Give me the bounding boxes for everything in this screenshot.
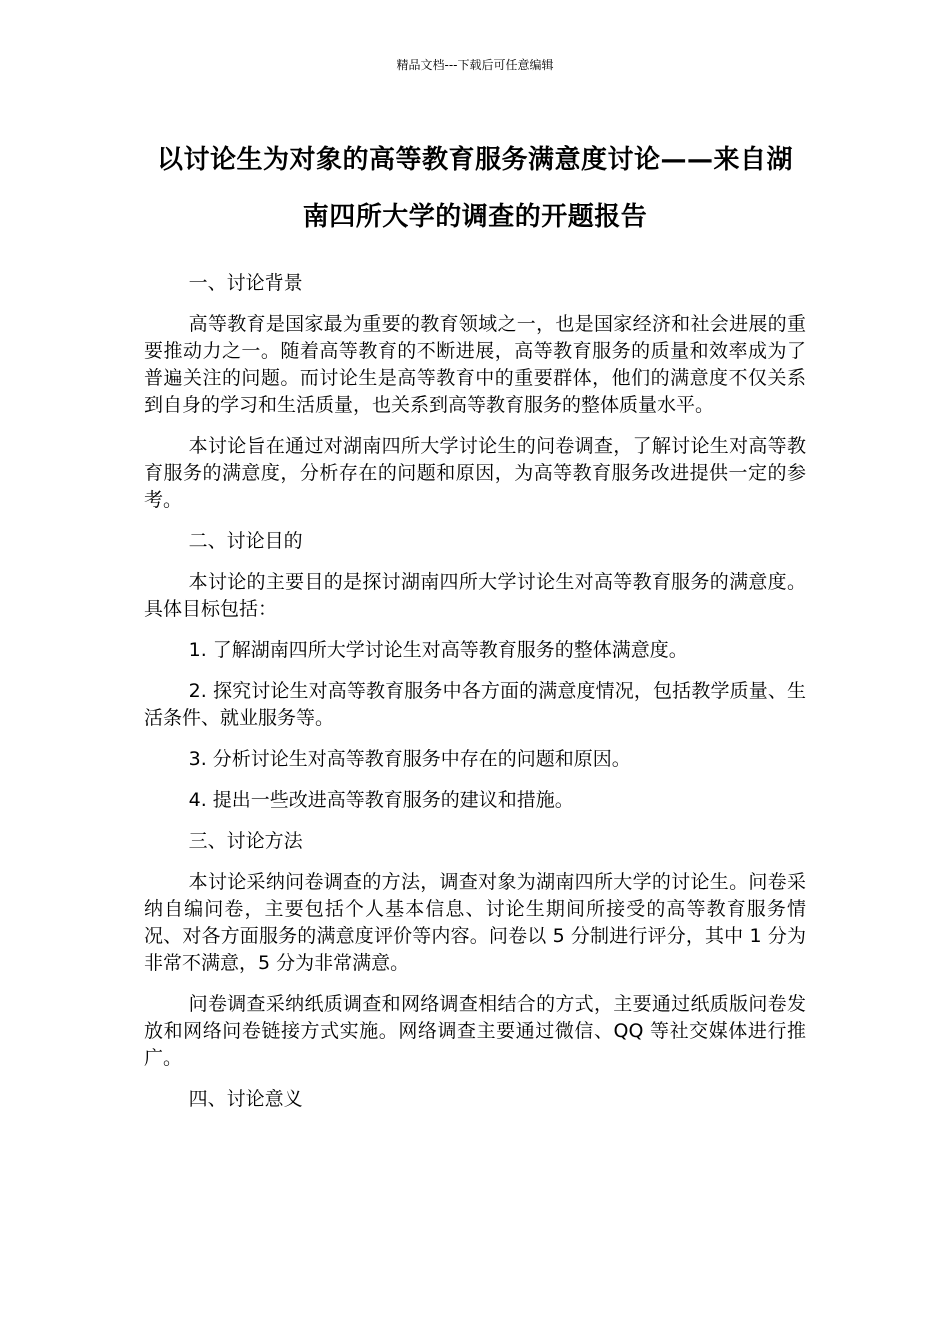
paragraph: 问卷调查采纳纸质调查和网络调查相结合的方式，主要通过纸质版问卷发放和网络问卷链接方式实施。网络调查主要通过微信、QQ 等社交媒体进行推广。 bbox=[144, 993, 806, 1069]
document-body bbox=[144, 270, 806, 1127]
list-item: 2. 探究讨论生对高等教育服务中各方面的满意度情况，包括教学质量、生活条件、就业服务等。 bbox=[144, 680, 806, 729]
section-heading-significance: 四、讨论意义 bbox=[188, 1088, 303, 1110]
paragraph: 本讨论的主要目的是探讨湖南四所大学讨论生对高等教育服务的满意度。具体目标包括： bbox=[144, 571, 806, 620]
list-item: 4. 提出一些改进高等教育服务的建议和措施。 bbox=[188, 789, 574, 811]
section-heading-purpose: 二、讨论目的 bbox=[188, 530, 303, 552]
paragraph: 本讨论旨在通过对湖南四所大学讨论生的问卷调查，了解讨论生对高等教育服务的满意度，分析存在的问题和原因，为高等教育服务改进提供一定的参考。 bbox=[144, 435, 806, 511]
list-item: 3. 分析讨论生对高等教育服务中存在的问题和原因。 bbox=[188, 748, 631, 770]
section-heading-method: 三、讨论方法 bbox=[188, 830, 303, 852]
paragraph: 本讨论采纳问卷调查的方法，调查对象为湖南四所大学的讨论生。问卷采纳自编问卷，主要包括个人基本信息、讨论生期间所接受的高等教育服务情况、对各方面服务的满意度评价等内容。问卷以 5 分制进行评分，其中 1 分为非常不满意，5 分为非常满意。 bbox=[144, 871, 806, 974]
list-item: 1. 了解湖南四所大学讨论生对高等教育服务的整体满意度。 bbox=[188, 639, 688, 661]
section-heading-background: 一、讨论背景 bbox=[188, 272, 303, 294]
paragraph: 高等教育是国家最为重要的教育领域之一，也是国家经济和社会进展的重要推动力之一。随着高等教育的不断进展，高等教育服务的质量和效率成为了普遍关注的问题。而讨论生是高等教育中的重要群体，他们的满意度不仅关系到自身的学习和生活质量，也关系到高等教育服务的整体质量水平。 bbox=[144, 313, 806, 416]
header-note: 精品文档---下载后可任意编辑 bbox=[396, 58, 554, 72]
document-title: 以讨论生为对象的高等教育服务满意度讨论——来自湖南四所大学的调查的开题报告 bbox=[156, 145, 793, 232]
